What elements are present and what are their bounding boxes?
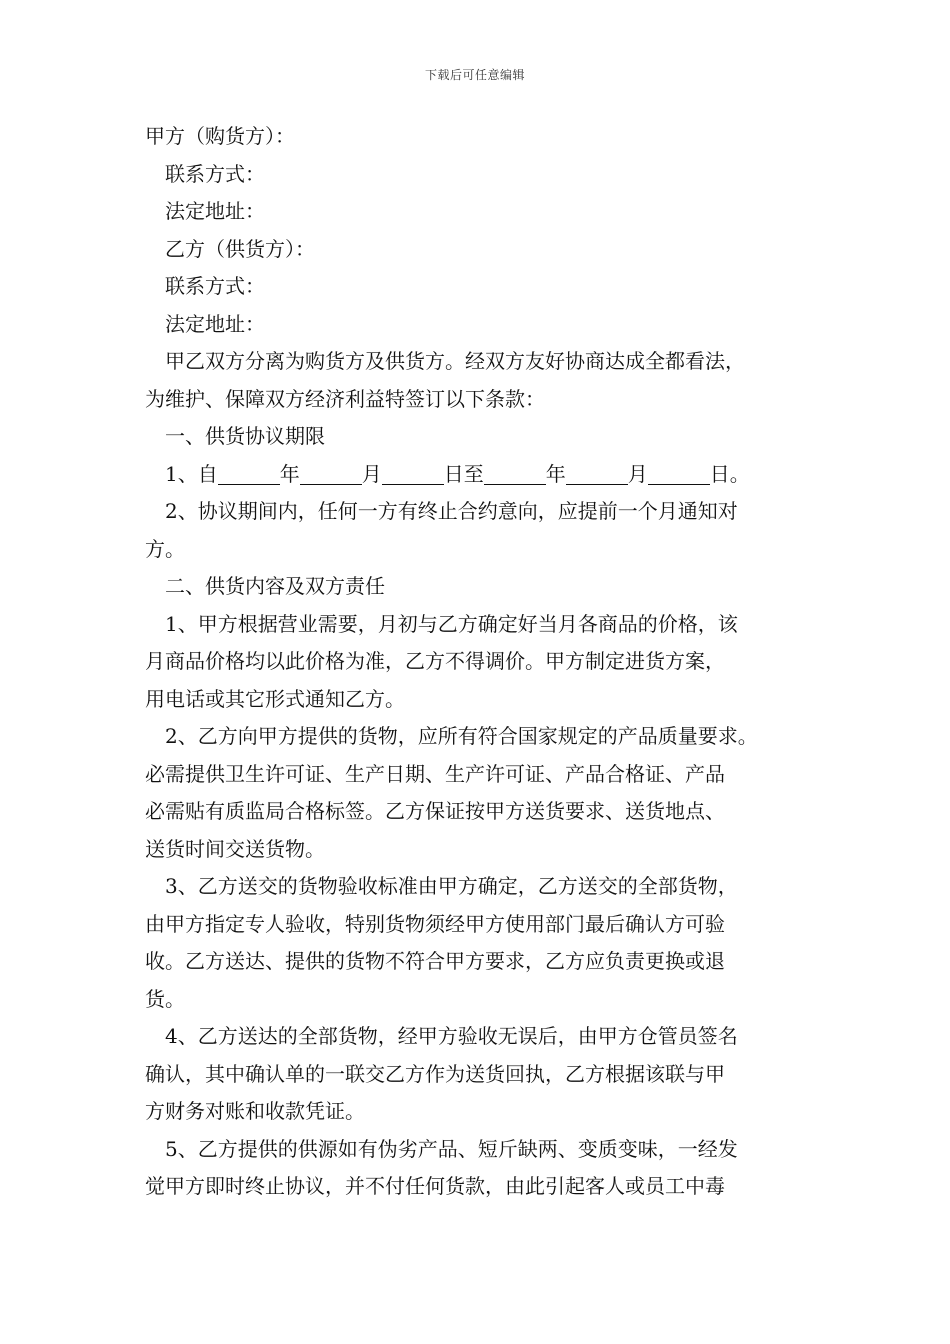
blank-day-start xyxy=(382,462,444,485)
clause-4-line-1: 4、乙方送达的全部货物，经甲方验收无误后，由甲方仓管员签名 xyxy=(165,1024,738,1048)
intro-line-1: 甲乙双方分离为购货方及供货方。经双方友好协商达成全都看法， xyxy=(165,349,745,373)
clause-4-line-3: 方财务对账和收款凭证。 xyxy=(145,1099,365,1123)
clause-3-line-3: 收。乙方送达、提供的货物不符合甲方要求，乙方应负责更换或退 xyxy=(145,949,725,973)
clause-5-line-1: 5、乙方提供的供源如有伪劣产品、短斤缺两、变质变味，一经发 xyxy=(165,1136,738,1161)
party-a-label: 甲方（购货方）： xyxy=(145,124,295,148)
blank-year-start xyxy=(218,462,280,485)
term-date-line xyxy=(145,456,835,494)
clause-2-line-3: 必需贴有质监局合格标签。乙方保证按甲方送货要求、送货地点、 xyxy=(145,799,725,823)
term-month-1: 月 xyxy=(361,461,382,486)
term-clause-2-line-1: 2、协议期间内，任何一方有终止合约意向，应提前一个月通知对 xyxy=(165,499,738,523)
clause-1-line-1: 1、甲方根据营业需要，月初与乙方确定好当月各商品的价格，该 xyxy=(165,611,738,636)
party-b-address: 法定地址： xyxy=(165,311,265,336)
contract-body xyxy=(145,118,835,1206)
blank-day-end xyxy=(648,462,710,485)
clause-3-line-4: 货。 xyxy=(145,986,185,1011)
term-clause-2-line-2: 方。 xyxy=(145,536,185,561)
party-b-contact: 联系方式： xyxy=(165,274,265,298)
party-a-address: 法定地址： xyxy=(165,199,265,223)
blank-month-start xyxy=(300,462,362,485)
term-year-2: 年 xyxy=(545,461,566,486)
section-2-title: 二、供货内容及双方责任 xyxy=(165,574,385,598)
blank-month-end xyxy=(566,462,628,485)
term-year-1: 年 xyxy=(279,461,300,486)
clause-3-line-2: 由甲方指定专人验收，特别货物须经甲方使用部门最后确认方可验 xyxy=(145,911,725,936)
clause-1-line-3: 用电话或其它形式通知乙方。 xyxy=(145,686,405,711)
page-header: 下载后可任意编辑 xyxy=(424,68,525,82)
intro-line-2: 为维护、保障双方经济利益特签订以下条款： xyxy=(145,386,545,411)
party-b-label: 乙方（供货方）： xyxy=(165,236,315,261)
clause-2-line-1: 2、乙方向甲方提供的货物，应所有符合国家规定的产品质量要求。 xyxy=(165,724,758,748)
clause-2-line-2: 必需提供卫生许可证、生产日期、生产许可证、产品合格证、产品 xyxy=(145,761,725,786)
clause-3-line-1: 3、乙方送交的货物验收标准由甲方确定，乙方送交的全部货物， xyxy=(165,874,738,898)
term-day-end: 日。 xyxy=(709,461,750,486)
term-prefix: 1、自 xyxy=(165,461,218,486)
section-1-title: 一、供货协议期限 xyxy=(165,424,325,448)
party-a-contact: 联系方式： xyxy=(165,161,265,186)
clause-1-line-2: 月商品价格均以此价格为准，乙方不得调价。甲方制定进货方案， xyxy=(145,649,725,673)
clause-2-line-4: 送货时间交送货物。 xyxy=(145,836,325,861)
term-day-to: 日至 xyxy=(443,461,484,486)
term-month-2: 月 xyxy=(627,461,648,486)
clause-4-line-2: 确认，其中确认单的一联交乙方作为送货回执，乙方根据该联与甲 xyxy=(145,1061,725,1086)
blank-year-end xyxy=(484,462,546,485)
clause-5-line-2: 觉甲方即时终止协议，并不付任何货款，由此引起客人或员工中毒 xyxy=(145,1174,725,1198)
